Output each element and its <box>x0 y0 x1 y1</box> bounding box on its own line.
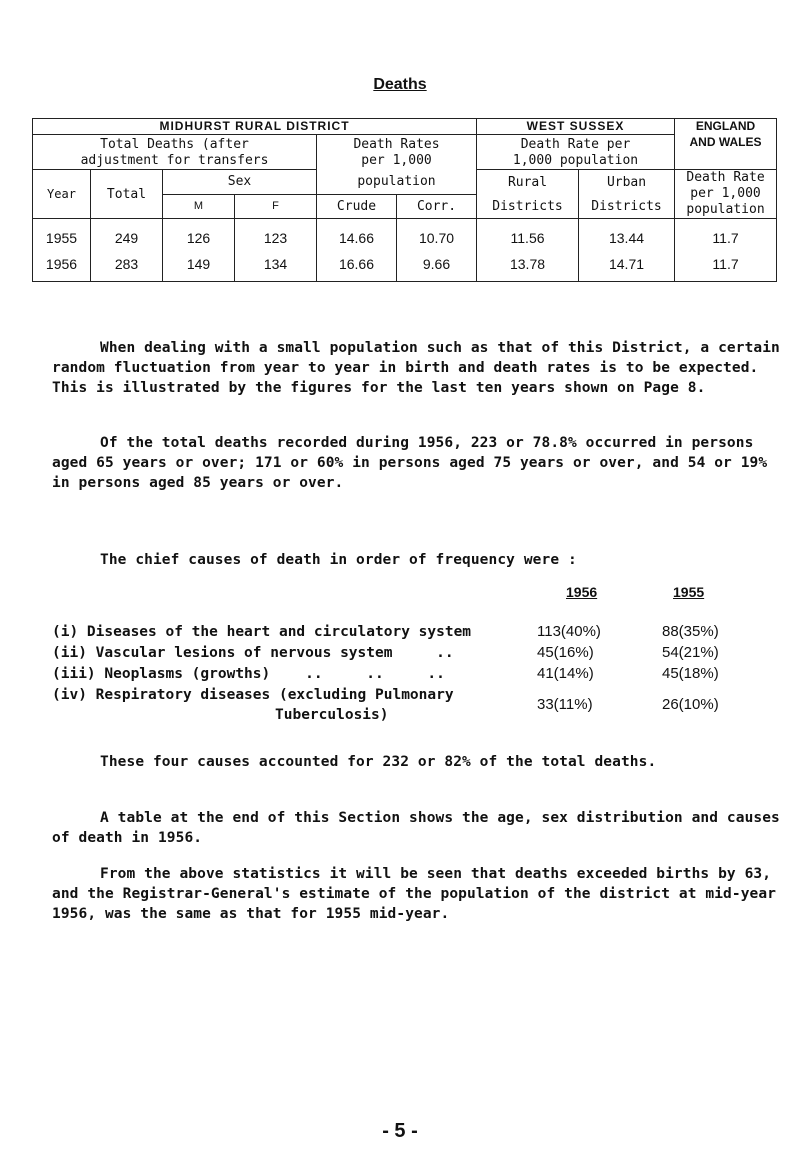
ew-rate-line-3: population <box>686 202 765 217</box>
death-rates-header <box>317 135 477 170</box>
cause-item-continued: Tuberculosis) <box>275 707 389 723</box>
cell-corr: 9.66 <box>397 251 477 282</box>
cell-year: 1955 <box>33 219 91 252</box>
midhurst-header: MIDHURST RURAL DISTRICT <box>33 119 477 135</box>
cell-f: 123 <box>235 219 317 252</box>
total-deaths-line-2: adjustment for transfers <box>80 153 269 168</box>
ws-rate-header <box>477 135 675 170</box>
ew-rate-header <box>675 170 777 219</box>
england-header-2: AND WALES <box>675 135 777 170</box>
ws-rate-line-1: Death Rate per <box>520 137 631 152</box>
ew-rate-line-2: per 1,000 <box>690 186 761 201</box>
cell-crude: 14.66 <box>317 219 397 252</box>
cell-total: 283 <box>91 251 163 282</box>
england-header: ENGLAND <box>675 119 777 135</box>
ew-rate-line-1: Death Rate <box>686 170 765 185</box>
cell-corr: 10.70 <box>397 219 477 252</box>
cell-total: 249 <box>91 219 163 252</box>
cell-year: 1956 <box>33 251 91 282</box>
cell-urban: 13.44 <box>579 219 675 252</box>
cell-f: 134 <box>235 251 317 282</box>
urban-col-header-2: Districts <box>579 194 675 219</box>
causes-year-1956: 1956 <box>566 584 598 600</box>
cell-m: 149 <box>163 251 235 282</box>
paragraph-3-text: The chief causes of death in order of frequency were : <box>100 552 577 568</box>
west-sussex-header: WEST SUSSEX <box>477 119 675 135</box>
table-row <box>33 219 777 252</box>
cause-item: (ii) Vascular lesions of nervous system .. <box>52 645 454 661</box>
year-col-header: Year <box>33 170 91 219</box>
total-deaths-header <box>33 135 317 170</box>
paragraph-4 <box>52 752 782 772</box>
paragraph-2 <box>52 433 782 493</box>
paragraph-5-text: A table at the end of this Section shows the age, sex distribution and causes of death in 1956. <box>52 810 780 846</box>
paragraph-1 <box>52 338 782 398</box>
cause-item: (i) Diseases of the heart and circulatory system <box>52 624 472 640</box>
cell-rural: 11.56 <box>477 219 579 252</box>
death-rates-line-1: Death Rates <box>353 137 440 153</box>
paragraph-3 <box>52 550 782 570</box>
table-row <box>33 251 777 282</box>
cause-value-1956: 33(11%) <box>537 696 593 713</box>
cause-value-1956: 41(14%) <box>537 665 594 682</box>
cell-rural: 13.78 <box>477 251 579 282</box>
cell-ew: 11.7 <box>675 219 777 252</box>
cause-item: (iii) Neoplasms (growths) .. .. .. <box>52 666 445 682</box>
paragraph-6-text: From the above statistics it will be seen that deaths exceeded births by 63, and the Registrar-General's estimate of the population of the district at mid-year 1956, was the same as that for 1955 mid-year. <box>52 866 777 922</box>
total-col-header: Total <box>91 170 163 219</box>
urban-col-header: Urban <box>579 170 675 195</box>
cause-value-1955: 88(35%) <box>662 623 719 640</box>
cause-value-1955: 54(21%) <box>662 644 719 661</box>
cell-ew: 11.7 <box>675 251 777 282</box>
cause-value-1956: 113(40%) <box>537 623 601 640</box>
paragraph-1-text: When dealing with a small population such as that of this District, a certain random fluctuation from year to year in birth and death rates is to be expected. This is illustrated by the figures for the last ten years shown on Page 8. <box>52 340 780 396</box>
cell-urban: 14.71 <box>579 251 675 282</box>
ws-rate-line-2: 1,000 population <box>512 153 639 168</box>
paragraph-6 <box>52 864 782 924</box>
corr-col-header: Corr. <box>397 194 477 219</box>
sex-col-header: Sex <box>163 170 317 195</box>
rural-col-header-2: Districts <box>477 194 579 219</box>
m-col-header: M <box>163 194 235 219</box>
crude-col-header: Crude <box>317 194 397 219</box>
page-title: Deaths <box>373 76 427 93</box>
cell-crude: 16.66 <box>317 251 397 282</box>
cause-value-1955: 26(10%) <box>662 696 719 713</box>
deaths-table <box>32 118 777 282</box>
f-col-header: F <box>235 194 317 219</box>
population-col-header: population <box>317 170 477 195</box>
death-rates-line-2: per 1,000 <box>361 153 432 169</box>
causes-year-1955: 1955 <box>673 584 705 600</box>
paragraph-5 <box>52 808 782 848</box>
paragraph-2-text: Of the total deaths recorded during 1956, 223 or 78.8% occurred in persons aged 65 years or over; 171 or 60% in persons aged 75 years or over, and 54 or 19% in persons aged 85 years or over. <box>52 435 768 491</box>
page-number: - 5 - <box>382 1120 418 1142</box>
paragraph-4-text: These four causes accounted for 232 or 82% of the total deaths. <box>100 754 657 770</box>
cause-item: (iv) Respiratory diseases (excluding Pulmonary <box>52 687 454 703</box>
cause-value-1956: 45(16%) <box>537 644 594 661</box>
total-deaths-line-1: Total Deaths (after <box>100 137 249 152</box>
cause-value-1955: 45(18%) <box>662 665 719 682</box>
cell-m: 126 <box>163 219 235 252</box>
rural-col-header: Rural <box>477 170 579 195</box>
